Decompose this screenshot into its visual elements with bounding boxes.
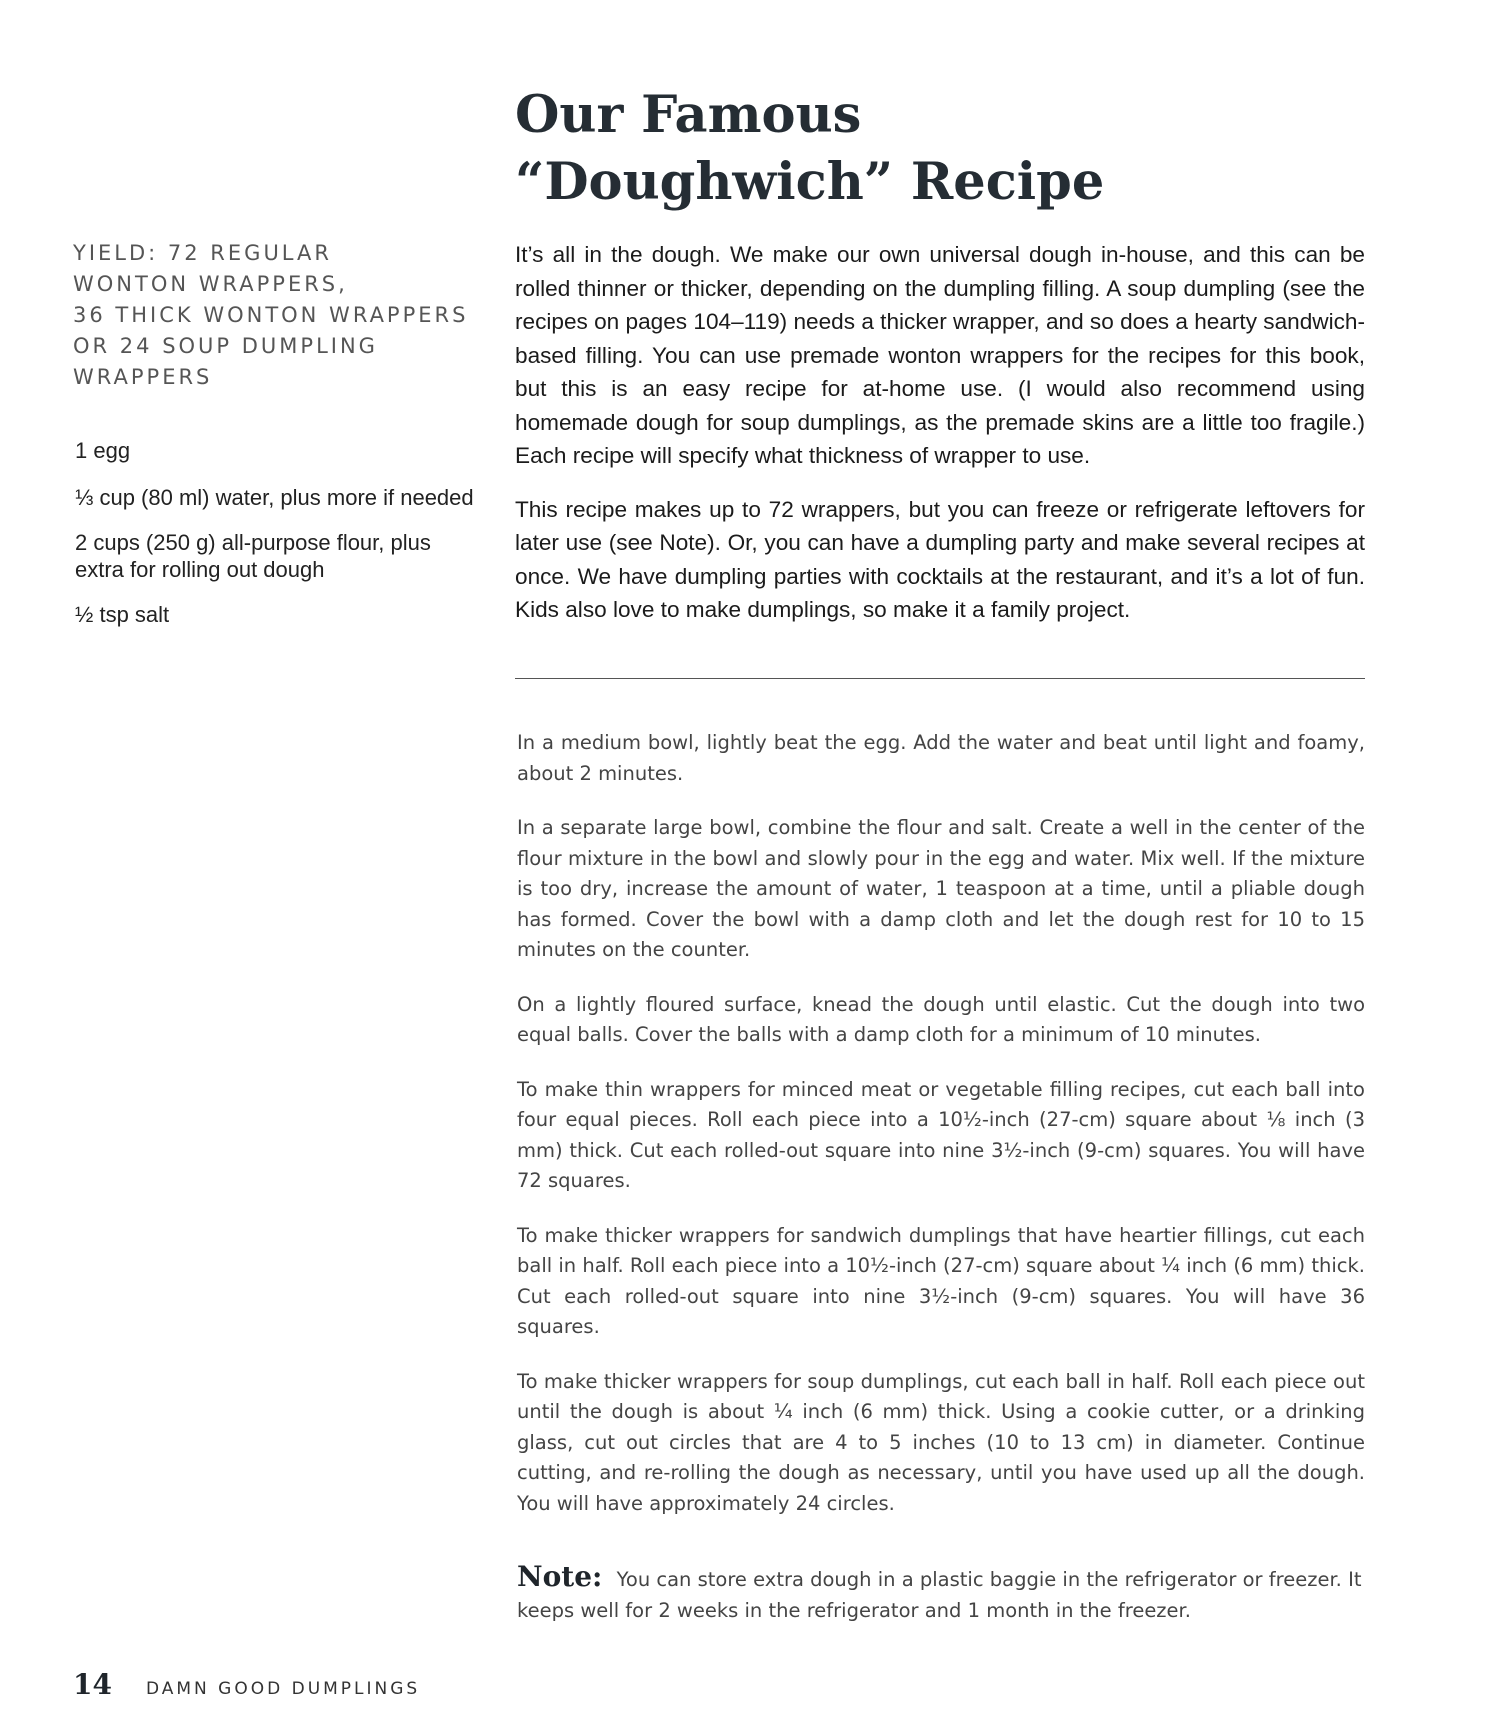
note-text: You can store extra dough in a plastic baggie in the refrigerator or freezer. It keeps well for 2 weeks in the refrigerator and 1 month in the freezer. [517, 1568, 1362, 1622]
ingredient-item: 2 cups (250 g) all-purpose flour, plus extra for rolling out dough [75, 530, 431, 582]
ingredient-item: ⅓ cup (80 ml) water, plus more if needed [75, 485, 474, 510]
recipe-title [515, 82, 1415, 216]
method-step: On a lightly floured surface, knead the dough until elastic. Cut the dough into two equal balls. Cover the balls with a damp cloth for a minimum of 10 minutes. [517, 992, 1365, 1046]
method-step: In a medium bowl, lightly beat the egg. Add the water and beat until light and foamy, about 2 minutes. [517, 731, 1365, 785]
intro-paragraph: It’s all in the dough. We make our own universal dough in-house, and this can be rolled thinner or thicker, depending on the dumpling filling. A soup dumpling (see the recipes on pages 104–119) needs a thicker wrapper, and so does a hearty sandwich-based filling. You can use premade wonton wrappers for the recipes for this book, but this is an easy recipe for at-home use. (I would also recommend using homemade dough for soup dumplings, as the premade skins are a little too fragile.) Each recipe will specify what thickness of wrapper to use. [515, 242, 1365, 468]
method-steps [517, 728, 1365, 1543]
method-step: To make thicker wrappers for sandwich dumplings that have heartier fillings, cut each ball in half. Roll each piece into a 10½-inch (27-cm) square about ¼ inch (6 mm) thick. Cut each rolled-out square into nine 3½-inch (9-cm) squares. You will have 36 squares. [517, 1223, 1365, 1338]
method-step: To make thin wrappers for minced meat or vegetable filling recipes, cut each ball into four equal pieces. Roll each piece into a 10½-inch (27-cm) square about ⅛ inch (3 mm) thick. Cut each rolled-out square into nine 3½-inch (9-cm) squares. You will have 72 squares. [517, 1077, 1365, 1192]
recipe-intro [515, 238, 1365, 647]
ingredient-item: ½ tsp salt [75, 602, 170, 627]
yield-line: 36 THICK WONTON WRAPPERS [73, 303, 469, 327]
intro-paragraph: This recipe makes up to 72 wrappers, but you can freeze or refrigerate leftovers for later use (see Note). Or, you can have a dumpling party and make several recipes at once. We have dumpling parties with cocktails at the restaurant, and it’s a lot of fun. Kids also love to make dumplings, so make it a family project. [515, 496, 1365, 622]
recipe-title-line-2: “Doughwich” Recipe [515, 152, 1105, 212]
note-label: Note: [517, 1560, 603, 1593]
ingredient-item: 1 egg [75, 438, 131, 463]
book-title: DAMN GOOD DUMPLINGS [145, 1679, 421, 1699]
yield-line: OR 24 SOUP DUMPLING [73, 334, 378, 358]
yield-line: YIELD: 72 REGULAR [73, 241, 332, 265]
section-divider [515, 678, 1365, 679]
recipe-note [517, 1562, 1365, 1626]
method-step: In a separate large bowl, combine the flour and salt. Create a well in the center of the flour mixture in the bowl and slowly pour in the egg and water. Mix well. If the mixture is too dry, increase the amount of water, 1 teaspoon at a time, until a pliable dough has formed. Cover the bowl with a damp cloth and let the dough rest for 10 to 15 minutes on the counter. [517, 816, 1365, 961]
yield-line: WONTON WRAPPERS, [73, 272, 348, 296]
ingredient-list [75, 437, 485, 646]
method-step: To make thicker wrappers for soup dumplings, cut each ball in half. Roll each piece out until the dough is about ¼ inch (6 mm) thick. Using a cookie cutter, or a drinking glass, cut out circles that are 4 to 5 inches (10 to 13 cm) in diameter. Continue cutting, and re-rolling the dough as necessary, until you have used up all the dough. You will have approximately 24 circles. [517, 1369, 1365, 1515]
yield-line: WRAPPERS [73, 365, 213, 389]
yield-info [73, 238, 493, 393]
recipe-title-line-1: Our Famous [515, 85, 862, 145]
page-number: 14 [73, 1668, 112, 1701]
page-footer [73, 1668, 420, 1708]
